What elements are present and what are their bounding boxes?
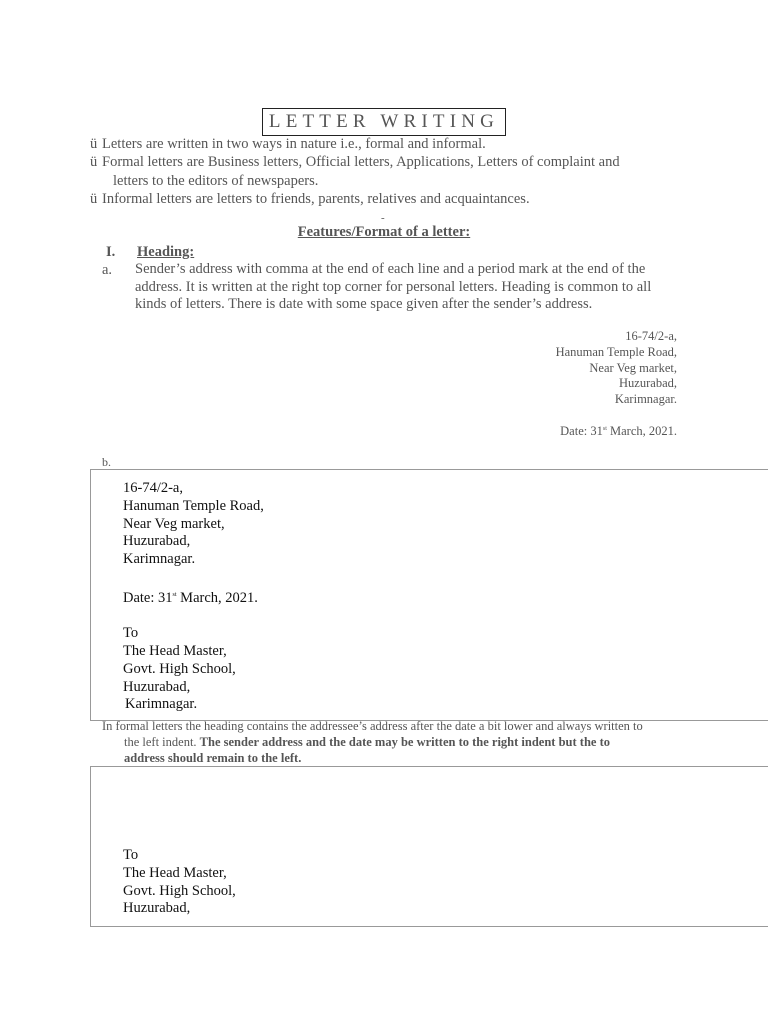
to-line: Govt. High School, xyxy=(123,660,236,677)
address-line: Near Veg market, xyxy=(123,515,225,532)
to-line: The Head Master, xyxy=(123,643,227,659)
to-line: To xyxy=(123,625,139,642)
address-line: 16-74/2-a, xyxy=(625,329,677,343)
letter-example-box xyxy=(90,469,768,721)
section-heading: Heading: xyxy=(137,244,195,260)
to-line: To xyxy=(123,847,139,863)
address-line: Huzurabad, xyxy=(619,376,677,391)
checkmark-bullet-icon: ü xyxy=(90,136,98,152)
note-line: address should remain to the left. xyxy=(124,750,302,765)
bullet-item-2: ü Formal letters are Business letters, Official letters, Applications, Letters of complaint and xyxy=(90,154,620,170)
section-numeral: I. xyxy=(106,244,116,260)
item-a-marker: a. xyxy=(102,262,113,278)
address-line: Karimnagar. xyxy=(614,392,677,407)
checkmark-bullet-icon: ü xyxy=(90,191,98,207)
bullet-item-1: ü Letters are written in two ways in nature i.e., formal and informal. xyxy=(90,136,486,152)
to-line: Govt. High School, xyxy=(123,882,236,899)
formal-letter-note xyxy=(102,719,677,766)
to-line: The Head Master, xyxy=(123,864,227,881)
item-a-line: address. It is written at the right top corner for personal letters. Heading is common to all xyxy=(135,278,652,295)
to-line: Huzurabad, xyxy=(123,900,191,917)
note-line: the left indent. The sender address and the date may be written to the right indent but the to xyxy=(124,734,610,749)
small-dash: - xyxy=(381,212,385,224)
to-line: Huzurabad, xyxy=(123,678,191,695)
item-b-marker: b. xyxy=(102,455,111,469)
box2-to-address xyxy=(123,847,236,918)
checkmark-bullet-icon: ü xyxy=(90,154,98,170)
date-right: Date: 31st March, 2021. xyxy=(560,424,677,438)
box1-date: Date: 31st March, 2021. xyxy=(123,589,258,606)
item-a-line: Sender’s address with comma at the end of each line and a period mark at the end of the xyxy=(135,261,646,277)
address-line: 16-74/2-a, xyxy=(123,480,183,496)
address-line: Huzurabad, xyxy=(123,533,191,550)
features-heading: Features/Format of a letter: xyxy=(297,224,471,240)
bullet-item-3: ü Informal letters are letters to friends, parents, relatives and acquaintances. xyxy=(90,191,530,207)
item-a-paragraph xyxy=(135,261,677,314)
note-line: In formal letters the heading contains the addressee’s address after the date a bit lower and always written to xyxy=(102,719,643,733)
page-title: LETTER WRITING xyxy=(262,108,506,136)
letter-example-box-2 xyxy=(90,766,768,927)
bullet-item-2-continued: letters to the editors of newspapers. xyxy=(113,173,319,189)
to-line: Karimnagar. xyxy=(125,696,198,713)
sender-address-right xyxy=(556,329,677,408)
address-line: Karimnagar. xyxy=(123,551,196,568)
address-line: Hanuman Temple Road, xyxy=(555,344,677,359)
box1-address xyxy=(123,480,264,714)
item-a-line: kinds of letters. There is date with some space given after the sender’s address. xyxy=(135,296,593,312)
address-line: Hanuman Temple Road, xyxy=(123,497,264,514)
address-line: Near Veg market, xyxy=(589,360,677,375)
